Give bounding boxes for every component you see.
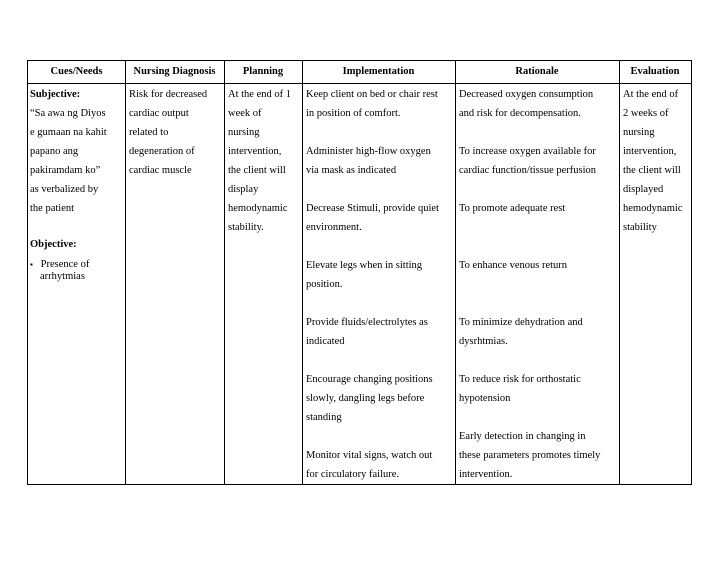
implementation-line: standing <box>306 412 342 423</box>
diagnosis-line: Risk for decreased <box>129 89 208 100</box>
implementation-line: Elevate legs when in sitting <box>306 260 423 271</box>
subjective-text-line: pakiramdam ko” <box>30 165 101 176</box>
planning-line: display <box>228 184 259 195</box>
header-evaluation: Evaluation <box>630 66 680 77</box>
rationale-line: intervention. <box>459 469 513 480</box>
evaluation-line: displayed <box>623 184 664 195</box>
rationale-line: Decreased oxygen consumption <box>459 89 594 100</box>
cues-column <box>28 84 125 484</box>
planning-line: nursing <box>228 127 260 138</box>
rationale-line: and risk for decompensation. <box>459 108 581 119</box>
planning-line: intervention, <box>228 146 282 157</box>
rationale-line: To enhance venous return <box>459 260 568 271</box>
implementation-line: for circulatory failure. <box>306 469 399 480</box>
objective-item-text-cont: arrhytmias <box>40 271 85 282</box>
rationale-line: cardiac function/tissue perfusion <box>459 165 597 176</box>
subjective-text-line: the patient <box>30 203 75 214</box>
implementation-line: Administer high-flow oxygen <box>306 146 431 157</box>
objective-list-item <box>30 259 89 271</box>
evaluation-line: 2 weeks of <box>623 108 669 119</box>
rationale-line: To promote adequate rest <box>459 203 566 214</box>
subjective-label: Subjective: <box>30 89 81 100</box>
implementation-column <box>302 84 455 484</box>
diagnosis-line: cardiac muscle <box>129 165 192 176</box>
planning-line: week of <box>228 108 262 119</box>
implementation-line: Keep client on bed or chair rest <box>306 89 438 100</box>
implementation-line: in position of comfort. <box>306 108 401 119</box>
rationale-column <box>455 84 619 484</box>
rationale-line: To increase oxygen available for <box>459 146 596 157</box>
rationale-line: these parameters promotes timely <box>459 450 601 461</box>
header-diagnosis: Nursing Diagnosis <box>133 66 216 77</box>
implementation-line: Encourage changing positions <box>306 374 433 385</box>
implementation-line: via mask as indicated <box>306 165 397 176</box>
subjective-text-line: as verbalized by <box>30 184 99 195</box>
subjective-text-line: papano ang <box>30 146 79 157</box>
implementation-line: Monitor vital signs, watch out <box>306 450 433 461</box>
subjective-text-line: “Sa awa ng Diyos <box>30 108 106 119</box>
rationale-line: dysrhtmias. <box>459 336 508 347</box>
evaluation-column <box>619 84 691 484</box>
diagnosis-line: degeneration of <box>129 146 195 157</box>
planning-column <box>224 84 302 484</box>
table-header-row <box>28 61 691 84</box>
implementation-line: position. <box>306 279 343 290</box>
subjective-text-line: e gumaan na kahit <box>30 127 107 138</box>
planning-line: the client will <box>228 165 286 176</box>
evaluation-line: hemodynamic <box>623 203 683 214</box>
planning-line: stability. <box>228 222 264 233</box>
header-implementation: Implementation <box>342 66 415 77</box>
rationale-line: hypotension <box>459 393 511 404</box>
objective-label: Objective: <box>30 239 77 250</box>
rationale-line: To minimize dehydration and <box>459 317 583 328</box>
header-planning: Planning <box>242 66 284 77</box>
evaluation-line: the client will <box>623 165 681 176</box>
evaluation-line: stability <box>623 222 657 233</box>
implementation-line: slowly, dangling legs before <box>306 393 425 404</box>
evaluation-line: At the end of <box>623 89 679 100</box>
header-rationale: Rationale <box>515 66 559 77</box>
implementation-line: Decrease Stimuli, provide quiet <box>306 203 439 214</box>
diagnosis-column <box>125 84 224 484</box>
care-plan-table <box>27 60 692 485</box>
diagnosis-line: related to <box>129 127 169 138</box>
implementation-line: environment. <box>306 222 362 233</box>
diagnosis-line: cardiac output <box>129 108 189 119</box>
rationale-line: Early detection in changing in <box>459 431 586 442</box>
planning-line: hemodynamic <box>228 203 288 214</box>
implementation-line: Provide fluids/electrolytes as <box>306 317 428 328</box>
square-bullet-icon: ▪ <box>30 260 33 269</box>
header-cues: Cues/Needs <box>50 66 103 77</box>
objective-item-text: Presence of <box>40 259 90 270</box>
evaluation-line: nursing <box>623 127 655 138</box>
planning-line: At the end of 1 <box>228 89 291 100</box>
evaluation-line: intervention, <box>623 146 677 157</box>
rationale-line: To reduce risk for orthostatic <box>459 374 581 385</box>
implementation-line: indicated <box>306 336 345 347</box>
